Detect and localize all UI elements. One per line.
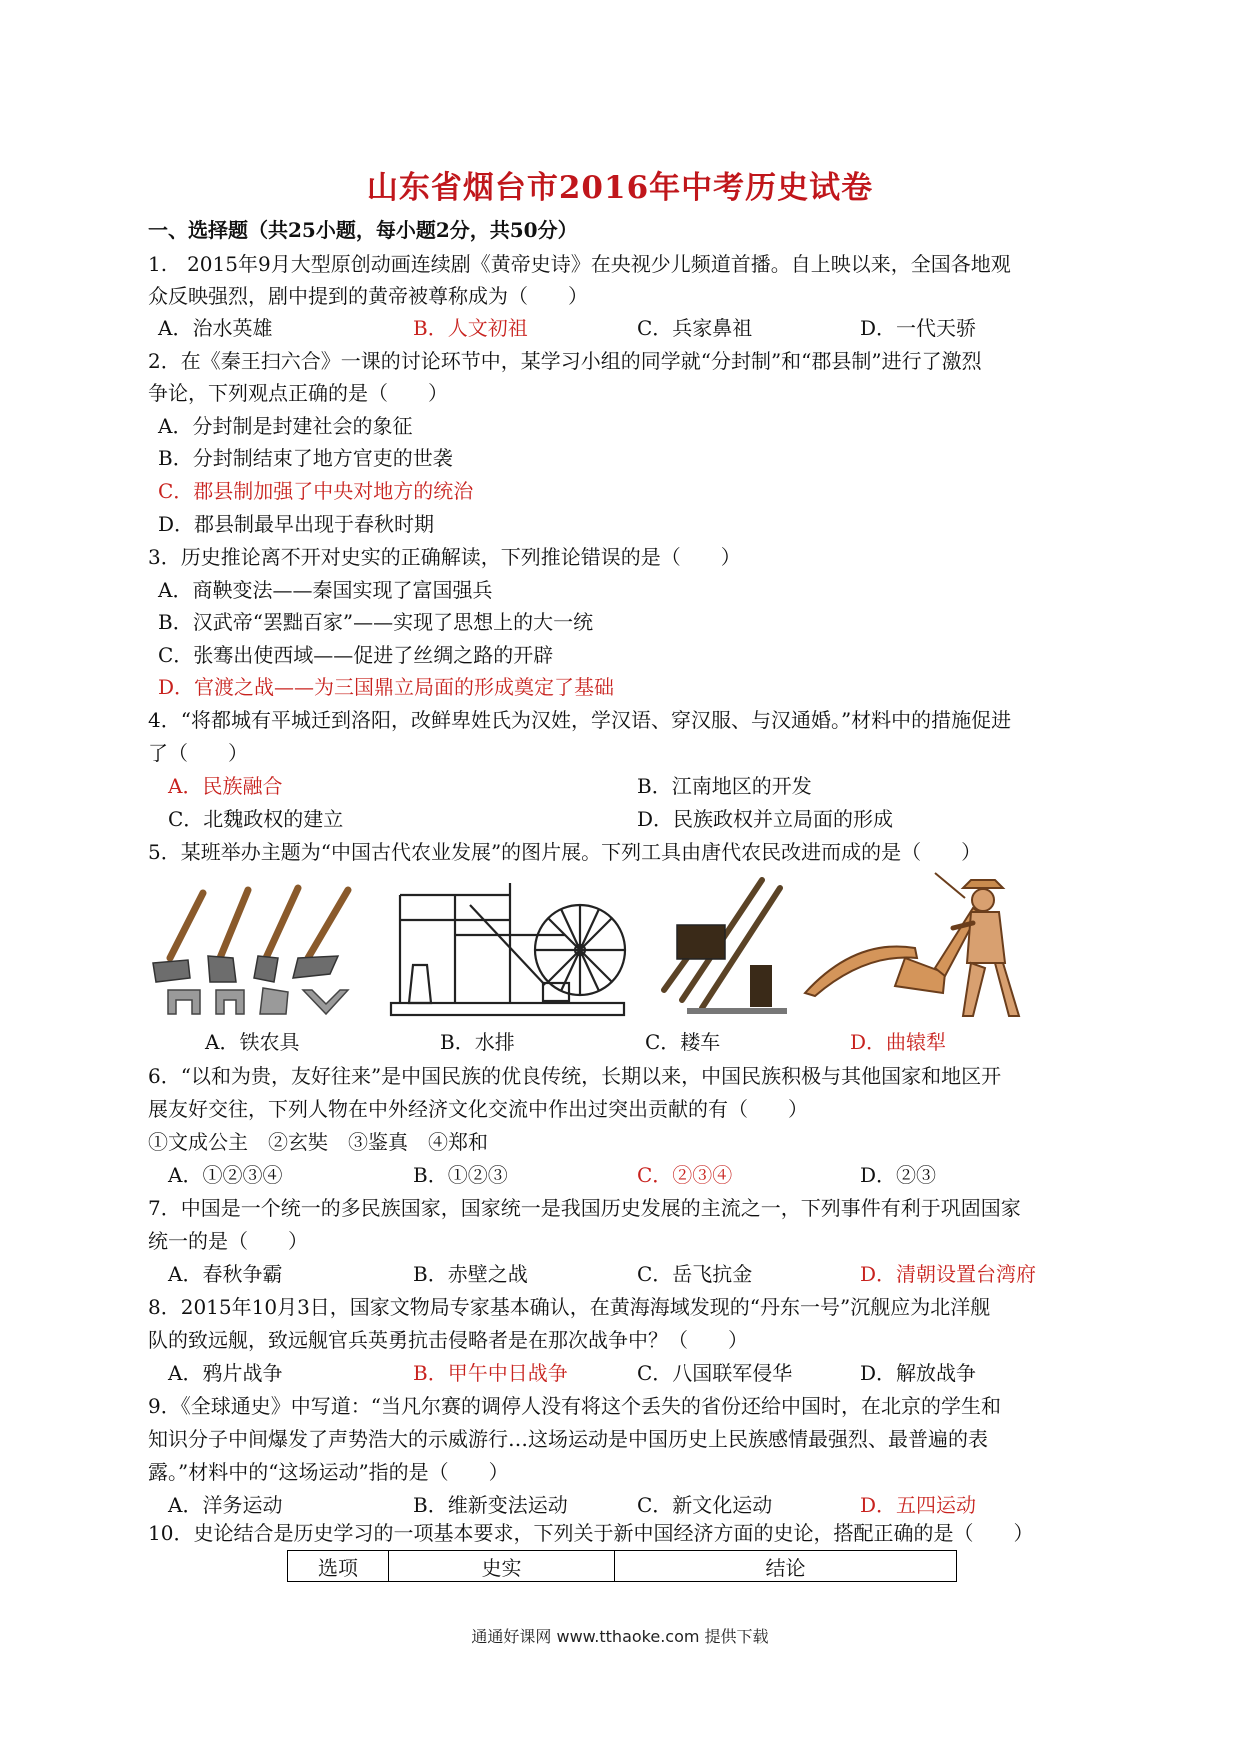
q7-option-c: C．岳飞抗金 bbox=[637, 1262, 753, 1286]
curved-plough-figure bbox=[795, 868, 1035, 1020]
q1-stem-line1: 1. 2015年9月大型原创动画连续剧《黄帝史诗》在央视少儿频道首播。自上映以来，全国各地观 bbox=[148, 252, 1011, 276]
q1-option-d: D．一代天骄 bbox=[860, 316, 977, 340]
q8-stem-line2: 队的致远舰，致远舰官兵英勇抗击侵略者是在那次战争中？（ ） bbox=[148, 1328, 748, 1352]
q2-option-c-answer: C．郡县制加强了中央对地方的统治 bbox=[158, 479, 474, 503]
q6-option-a: A．①②③④ bbox=[168, 1163, 283, 1187]
q9-option-d-answer: D．五四运动 bbox=[860, 1493, 977, 1517]
q6-option-c-answer: C．②③④ bbox=[637, 1163, 733, 1187]
q5-option-d-answer: D．曲辕犁 bbox=[850, 1030, 947, 1054]
q9-stem-line3: 露。”材料中的“这场运动”指的是（ ） bbox=[148, 1460, 509, 1484]
q9-option-b: B．维新变法运动 bbox=[413, 1493, 568, 1517]
q2-option-a: A．分封制是封建社会的象征 bbox=[158, 414, 413, 438]
q3-option-d-answer: D．官渡之战——为三国鼎立局面的形成奠定了基础 bbox=[158, 675, 615, 699]
q4-option-a-answer: A．民族融合 bbox=[168, 774, 283, 798]
q10-table bbox=[287, 1550, 957, 1582]
page-footer: 通通好课网 www.tthaoke.com 提供下载 bbox=[471, 1627, 769, 1646]
q8-option-b-answer: B．甲午中日战争 bbox=[413, 1361, 568, 1385]
table-header-cell: 史实 bbox=[389, 1551, 615, 1582]
iron-tools-figure bbox=[148, 878, 358, 1018]
q8-stem-line1: 8．2015年10月3日，国家文物局专家基本确认，在黄海海域发现的“丹东一号”沉舰应为北洋舰 bbox=[148, 1295, 991, 1319]
q6-stem-line1: 6．“以和为贵，友好往来”是中国民族的优良传统，长期以来，中国民族积极与其他国家和地区开 bbox=[148, 1064, 1002, 1088]
q6-stem-line3: ①文成公主 ②玄奘 ③鉴真 ④郑和 bbox=[148, 1130, 488, 1154]
q7-option-a: A．春秋争霸 bbox=[168, 1262, 283, 1286]
q3-option-c: C．张骞出使西域——促进了丝绸之路的开辟 bbox=[158, 643, 554, 667]
q1-stem-line2: 众反映强烈，剧中提到的黄帝被尊称成为（ ） bbox=[148, 284, 588, 308]
q8-option-a: A．鸦片战争 bbox=[168, 1361, 283, 1385]
q1-option-a: A．治水英雄 bbox=[158, 316, 273, 340]
q2-option-d: D．郡县制最早出现于春秋时期 bbox=[158, 512, 435, 536]
table-header-row bbox=[288, 1551, 957, 1582]
q2-stem-line1: 2．在《秦王扫六合》一课的讨论环节中，某学习小组的同学就“分封制”和“郡县制”进行了激烈 bbox=[148, 349, 982, 373]
q7-option-d-answer: D．清朝设置台湾府 bbox=[860, 1262, 1037, 1286]
q2-option-b: B．分封制结束了地方官吏的世袭 bbox=[158, 446, 453, 470]
seed-drill-figure bbox=[642, 870, 792, 1020]
q4-stem-line1: 4．“将都城有平城迁到洛阳，改鲜卑姓氏为汉姓，学汉语、穿汉服、与汉通婚。”材料中的措施促进 bbox=[148, 708, 1012, 732]
table-header-cell: 选项 bbox=[288, 1551, 389, 1582]
q9-option-a: A．洋务运动 bbox=[168, 1493, 283, 1517]
q4-option-d: D．民族政权并立局面的形成 bbox=[637, 807, 894, 831]
q9-stem-line1: 9．《全球通史》中写道：“当凡尔赛的调停人没有将这个丢失的省份还给中国时，在北京的学生和 bbox=[148, 1394, 1001, 1418]
water-bellows-figure bbox=[385, 875, 630, 1020]
q1-option-b-answer: B．人文初祖 bbox=[413, 316, 528, 340]
q7-stem-line2: 统一的是（ ） bbox=[148, 1229, 308, 1253]
page-title: 山东省烟台市2016年中考历史试卷 bbox=[366, 170, 874, 206]
q5-option-c: C．耧车 bbox=[645, 1030, 721, 1054]
q3-option-a: A．商鞅变法——秦国实现了富国强兵 bbox=[158, 578, 493, 602]
q3-option-b: B．汉武帝“罢黜百家”——实现了思想上的大一统 bbox=[158, 610, 594, 634]
q10-stem-line1: 10．史论结合是历史学习的一项基本要求，下列关于新中国经济方面的史论，搭配正确的是（ ） bbox=[148, 1521, 1034, 1545]
q3-stem-line1: 3．历史推论离不开对史实的正确解读，下列推论错误的是（ ） bbox=[148, 545, 741, 569]
q4-stem-line2: 了（ ） bbox=[148, 741, 248, 765]
q5-stem-line1: 5．某班举办主题为“中国古代农业发展”的图片展。下列工具由唐代农民改进而成的是（ ） bbox=[148, 840, 982, 864]
q7-stem-line1: 7．中国是一个统一的多民族国家，国家统一是我国历史发展的主流之一，下列事件有利于巩固国家 bbox=[148, 1196, 1021, 1220]
q8-option-d: D．解放战争 bbox=[860, 1361, 977, 1385]
q1-option-c: C．兵家鼻祖 bbox=[637, 316, 753, 340]
q5-option-b: B．水排 bbox=[440, 1030, 515, 1054]
q6-option-b: B．①②③ bbox=[413, 1163, 508, 1187]
q9-option-c: C．新文化运动 bbox=[637, 1493, 773, 1517]
q4-option-b: B．江南地区的开发 bbox=[637, 774, 812, 798]
q4-option-c: C．北魏政权的建立 bbox=[168, 807, 344, 831]
q2-stem-line2: 争论，下列观点正确的是（ ） bbox=[148, 381, 448, 405]
q6-option-d: D．②③ bbox=[860, 1163, 937, 1187]
section-heading: 一、选择题（共25小题，每小题2分，共50分） bbox=[148, 218, 578, 242]
q9-stem-line2: 知识分子中间爆发了声势浩大的示威游行…这场运动是中国历史上民族感情最强烈、最普遍的表 bbox=[148, 1427, 988, 1451]
table-header-cell: 结论 bbox=[615, 1551, 957, 1582]
q6-stem-line2: 展友好交往，下列人物在中外经济文化交流中作出过突出贡献的有（ ） bbox=[148, 1097, 808, 1121]
q8-option-c: C．八国联军侵华 bbox=[637, 1361, 793, 1385]
q7-option-b: B．赤壁之战 bbox=[413, 1262, 528, 1286]
q5-option-a: A．铁农具 bbox=[205, 1030, 300, 1054]
